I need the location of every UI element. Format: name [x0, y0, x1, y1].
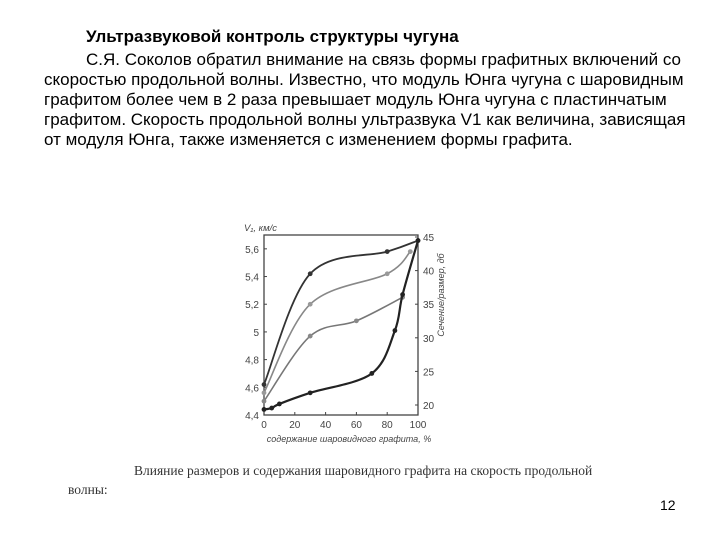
series-1-point: [308, 271, 313, 276]
y-tick-label: 5,4: [245, 272, 259, 284]
series-2-point: [262, 390, 267, 395]
chart-series: [262, 238, 421, 412]
series-4-point: [262, 407, 267, 412]
figure-caption: Влияние размеров и содержания шаровидного графита на скорость продольной волны:: [68, 463, 593, 497]
series-4-point: [277, 402, 282, 407]
series-2-point: [308, 302, 313, 307]
x-tick-label: 60: [350, 420, 362, 431]
series-1-point: [262, 382, 267, 387]
x-tick-label: 80: [381, 420, 393, 431]
chart-labels: [244, 223, 446, 444]
velocity-chart: [230, 215, 480, 450]
y-tick-label: 5,2: [245, 300, 259, 312]
x-tick-label: 100: [409, 420, 427, 431]
series-line-3: [264, 297, 403, 401]
y-tick-label: 4,6: [245, 383, 259, 395]
series-3-point: [354, 318, 359, 323]
series-line-1: [264, 241, 418, 385]
series-4-point: [400, 292, 405, 297]
y2-tick-label: 40: [423, 266, 435, 278]
series-3-point: [308, 334, 313, 339]
series-4-point: [393, 328, 398, 333]
y2-tick-label: 35: [423, 300, 435, 312]
slide-title: Ультразвуковой контроль структуры чугуна: [86, 27, 459, 46]
y-axis-label: V₁, км/с: [244, 223, 277, 234]
y-tick-label: 5: [253, 327, 259, 339]
x-tick-label: 20: [289, 420, 301, 431]
x-tick-label: 40: [320, 420, 332, 431]
series-4-point: [308, 390, 313, 395]
series-3-point: [262, 399, 267, 404]
velocity-chart-figure: [230, 215, 480, 450]
y2-axis-label: Сечение/размер, дб: [436, 253, 446, 337]
y-tick-label: 5,6: [245, 244, 259, 256]
series-2-point: [408, 249, 413, 254]
y2-tick-label: 25: [423, 367, 435, 379]
series-4-point: [369, 371, 374, 376]
x-axis-label: содержание шаровидного графита, %: [266, 434, 432, 444]
y2-tick-label: 30: [423, 333, 435, 345]
body-paragraph: С.Я. Соколов обратил внимание на связь формы графитных включений со скоростью продольной волны. Известно, что модуль Юнга чугуна с шаровидным графитом более чем в 2 раза превышает модуль Юнга чугуна с пластинчатым графитом. Скорость продольной волны ультразвука V1 как величина, зависящая от модуля Юнга, также изменяется с изменением формы графита.: [44, 50, 686, 149]
x-tick-label: 0: [261, 420, 267, 431]
y2-tick-label: 45: [423, 233, 435, 244]
y-tick-label: 4,4: [245, 411, 259, 422]
series-4-point: [269, 406, 274, 411]
y2-tick-label: 20: [423, 401, 435, 412]
series-2-point: [385, 271, 390, 276]
page-number: 12: [660, 497, 676, 513]
y-tick-label: 4,8: [245, 355, 259, 367]
series-4-point: [416, 238, 421, 243]
series-1-point: [385, 249, 390, 254]
